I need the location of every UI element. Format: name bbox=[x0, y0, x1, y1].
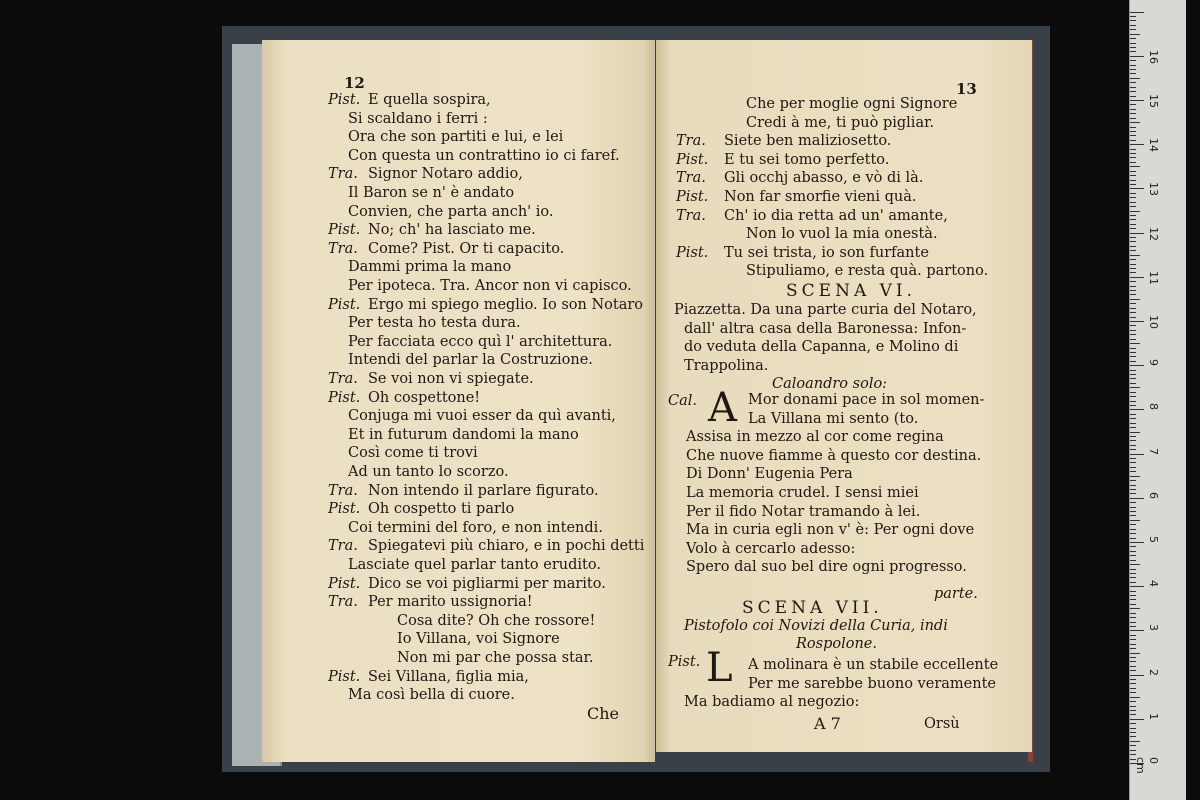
speaker-label: Pist. bbox=[328, 389, 361, 406]
ruler-tick bbox=[1130, 339, 1136, 340]
verse-line: Ora che son partiti e lui, e lei bbox=[348, 129, 564, 146]
ruler-tick bbox=[1130, 272, 1136, 273]
ruler-tick bbox=[1130, 515, 1136, 516]
verse-line: Oh cospettone! bbox=[368, 389, 481, 406]
ruler-tick bbox=[1130, 719, 1144, 720]
speaker-label: Tra. bbox=[328, 482, 358, 499]
scene-6-character: Caloandro solo: bbox=[772, 376, 888, 392]
ruler-label: 13 bbox=[1147, 182, 1160, 197]
ruler-tick bbox=[1130, 47, 1136, 48]
ruler-tick bbox=[1130, 436, 1136, 437]
scene-7-speaker: Pist. bbox=[668, 654, 701, 670]
ruler-tick bbox=[1130, 670, 1136, 671]
ruler-tick bbox=[1130, 228, 1136, 229]
ruler-tick bbox=[1130, 325, 1136, 326]
verse-line: No; ch' ha lasciato me. bbox=[368, 222, 536, 239]
ruler-tick bbox=[1130, 661, 1136, 662]
setting-line: Pistofolo coi Novizi della Curia, indi bbox=[684, 618, 948, 634]
speaker-label: Tra. bbox=[328, 240, 358, 257]
ruler-tick bbox=[1130, 551, 1136, 552]
ruler-tick bbox=[1130, 259, 1136, 260]
ruler-tick bbox=[1130, 343, 1140, 344]
verse-line: E tu sei tomo perfetto. bbox=[724, 151, 890, 168]
verse-line: Sei Villana, figlia mia, bbox=[368, 668, 529, 685]
speaker-label: Pist. bbox=[328, 92, 361, 108]
signature-mark: A 7 bbox=[814, 714, 841, 733]
scene-6-heading: SCENA VI. bbox=[786, 281, 917, 301]
ruler-tick bbox=[1130, 710, 1136, 711]
ruler-tick bbox=[1130, 197, 1136, 198]
verse-line: Spiegatevi più chiaro, e in pochi detti bbox=[368, 538, 645, 555]
ruler-label: 3 bbox=[1147, 624, 1160, 632]
verse-line: Si scaldano i ferri : bbox=[348, 110, 488, 127]
ruler-label: 7 bbox=[1147, 447, 1160, 455]
verse-line: Assisa in mezzo al cor come regina bbox=[686, 429, 944, 446]
ruler-tick bbox=[1130, 480, 1136, 481]
verse-line: Per me sarebbe buono veramente bbox=[748, 675, 996, 692]
ruler-tick bbox=[1130, 445, 1136, 446]
ruler-tick bbox=[1130, 573, 1136, 574]
ruler-tick bbox=[1130, 330, 1136, 331]
ruler-tick bbox=[1130, 361, 1136, 362]
ruler-tick bbox=[1130, 153, 1136, 154]
ruler-tick bbox=[1130, 697, 1140, 698]
speaker-label: Tra. bbox=[676, 207, 706, 224]
ruler-tick bbox=[1130, 290, 1136, 291]
ruler-tick bbox=[1130, 34, 1140, 35]
ruler-tick bbox=[1130, 524, 1136, 525]
ruler-label: 12 bbox=[1147, 226, 1160, 241]
ruler-tick bbox=[1130, 378, 1136, 379]
ruler-tick bbox=[1130, 396, 1136, 397]
speaker-label: Tra. bbox=[328, 166, 358, 183]
ruler-tick bbox=[1130, 546, 1136, 547]
ruler-tick bbox=[1130, 533, 1136, 534]
ruler-tick bbox=[1130, 171, 1136, 172]
ruler-tick bbox=[1130, 299, 1140, 300]
ruler-tick bbox=[1130, 281, 1136, 282]
ruler-tick bbox=[1130, 60, 1136, 61]
ruler-tick bbox=[1130, 206, 1136, 207]
ruler-tick bbox=[1130, 498, 1144, 499]
ruler-tick bbox=[1130, 294, 1136, 295]
ruler-tick bbox=[1130, 321, 1144, 322]
ruler-label: 6 bbox=[1147, 491, 1160, 499]
ruler-tick bbox=[1130, 569, 1136, 570]
right-page-number: 13 bbox=[956, 80, 977, 98]
verse-line: Che per moglie ogni Signore bbox=[746, 96, 958, 112]
verse-line: Oh cospetto ti parlo bbox=[368, 501, 515, 518]
left-page bbox=[262, 40, 655, 762]
ruler-tick bbox=[1130, 241, 1136, 242]
ruler-tick bbox=[1130, 78, 1140, 79]
ruler-tick bbox=[1130, 586, 1144, 587]
ruler-tick bbox=[1130, 334, 1136, 335]
ruler-tick bbox=[1130, 16, 1136, 17]
ruler-tick bbox=[1130, 458, 1136, 459]
verse-line: Gli occhj abasso, e vò di là. bbox=[724, 170, 924, 187]
verse-line: Ch' io dia retta ad un' amante, bbox=[724, 207, 948, 224]
ruler-tick bbox=[1130, 409, 1144, 410]
ruler-tick bbox=[1130, 657, 1136, 658]
ruler-tick bbox=[1130, 215, 1136, 216]
ruler-tick bbox=[1130, 418, 1136, 419]
ruler-tick bbox=[1130, 237, 1136, 238]
ruler-tick bbox=[1130, 113, 1136, 114]
ruler-tick bbox=[1130, 476, 1140, 477]
ruler-label: 8 bbox=[1147, 403, 1160, 411]
ruler-tick bbox=[1130, 701, 1136, 702]
speaker-label: Pist. bbox=[676, 151, 709, 168]
ruler-tick bbox=[1130, 255, 1140, 256]
right-catchword: Orsù bbox=[924, 716, 960, 732]
ruler-tick bbox=[1130, 679, 1136, 680]
ruler-tick bbox=[1130, 653, 1140, 654]
verse-line: Conjuga mi vuoi esser da quì avanti, bbox=[348, 408, 616, 425]
verse-line: Come? Pist. Or ti capacito. bbox=[368, 240, 565, 257]
ruler-tick bbox=[1130, 502, 1136, 503]
ruler-tick bbox=[1130, 131, 1136, 132]
ruler-tick bbox=[1130, 73, 1136, 74]
ruler-tick bbox=[1130, 82, 1136, 83]
ruler-tick bbox=[1130, 529, 1136, 530]
left-page-number: 12 bbox=[344, 74, 365, 92]
ruler-tick bbox=[1130, 127, 1136, 128]
setting-line: Rospolone. bbox=[796, 636, 877, 652]
ruler-label: 9 bbox=[1147, 359, 1160, 367]
ruler-tick bbox=[1130, 157, 1136, 158]
ruler-tick bbox=[1130, 454, 1144, 455]
ruler-tick bbox=[1130, 264, 1136, 265]
ruler-tick bbox=[1130, 20, 1136, 21]
speaker-label: Tra. bbox=[328, 594, 358, 611]
ruler-tick bbox=[1130, 493, 1136, 494]
ruler-label: 14 bbox=[1147, 138, 1160, 153]
ruler-tick bbox=[1130, 489, 1136, 490]
speaker-label: Pist. bbox=[328, 296, 361, 313]
speaker-label: Tra. bbox=[676, 133, 706, 150]
verse-line: Ma in curia egli non v' è: Per ogni dove bbox=[686, 522, 975, 539]
ruler-tick bbox=[1130, 224, 1136, 225]
ruler-tick bbox=[1130, 608, 1140, 609]
ruler-tick bbox=[1130, 65, 1136, 66]
ruler-tick bbox=[1130, 51, 1136, 52]
ruler-tick bbox=[1130, 91, 1136, 92]
verse-line: Ad un tanto lo scorzo. bbox=[348, 464, 509, 480]
ruler-label: 0 cm bbox=[1134, 757, 1160, 774]
ruler-tick bbox=[1130, 427, 1136, 428]
ruler-tick bbox=[1130, 109, 1136, 110]
ruler-tick bbox=[1130, 233, 1144, 234]
ruler-tick bbox=[1130, 688, 1136, 689]
speaker-label: Pist. bbox=[676, 189, 709, 205]
ruler-tick bbox=[1130, 591, 1136, 592]
ruler-tick bbox=[1130, 423, 1136, 424]
verse-line: A molinara è un stabile eccellente bbox=[748, 657, 999, 673]
scene-7-dropcap: L bbox=[706, 645, 733, 691]
verse-line: Mor donami pace in sol momen- bbox=[748, 392, 985, 408]
ruler-tick bbox=[1130, 308, 1136, 309]
ruler-tick bbox=[1130, 370, 1136, 371]
verse-line: Per facciata ecco quì l' architettura. bbox=[348, 333, 613, 350]
ruler-tick bbox=[1130, 246, 1136, 247]
ruler-tick bbox=[1130, 754, 1136, 755]
ruler-tick bbox=[1130, 599, 1136, 600]
verse-line: La Villana mi sento (to. bbox=[748, 410, 919, 427]
speaker-label: Tra. bbox=[328, 371, 358, 387]
ruler-tick bbox=[1130, 180, 1136, 181]
ruler-tick bbox=[1130, 728, 1136, 729]
setting-line: dall' altra casa della Baronessa: Infon- bbox=[684, 320, 967, 337]
ruler-tick bbox=[1130, 542, 1144, 543]
ruler-tick bbox=[1130, 118, 1136, 119]
ruler-tick bbox=[1130, 29, 1136, 30]
verse-line: Spero dal suo bel dire ogni progresso. bbox=[686, 559, 967, 576]
ruler-tick bbox=[1130, 736, 1136, 737]
ruler-tick bbox=[1130, 630, 1144, 631]
verse-line: Cosa dite? Oh che rossore! bbox=[397, 612, 596, 629]
ruler-tick bbox=[1130, 211, 1140, 212]
ruler-tick bbox=[1130, 648, 1136, 649]
ruler-tick bbox=[1130, 43, 1136, 44]
ruler-tick bbox=[1130, 38, 1136, 39]
verse-line: Dico se voi pigliarmi per marito. bbox=[368, 575, 606, 592]
ruler-label: 10 bbox=[1147, 315, 1160, 329]
ruler-tick bbox=[1130, 374, 1136, 375]
ruler-tick bbox=[1130, 555, 1136, 556]
verse-line: Non lo vuol la mia onestà. bbox=[746, 226, 938, 243]
verse-line: Non far smorfie vieni quà. bbox=[724, 189, 917, 205]
measuring-ruler bbox=[1129, 0, 1186, 800]
ruler-tick bbox=[1130, 219, 1136, 220]
ruler-tick bbox=[1130, 277, 1144, 278]
scene-6-speaker: Cal. bbox=[668, 393, 697, 409]
speaker-label: Pist. bbox=[328, 222, 361, 239]
ruler-tick bbox=[1130, 122, 1140, 123]
scene-6-dropcap: A bbox=[708, 385, 737, 431]
verse-line: La memoria crudel. I sensi miei bbox=[686, 485, 919, 501]
verse-line: Io Villana, voi Signore bbox=[397, 631, 560, 648]
verse-line: Coi termini del foro, e non intendi. bbox=[348, 519, 603, 536]
setting-line: do veduta della Capanna, e Molino di bbox=[684, 339, 959, 356]
verse-line: Che nuove fiamme à questo cor destina. bbox=[686, 447, 982, 464]
ruler-tick bbox=[1130, 741, 1140, 742]
verse-line: Stipuliamo, e resta quà. partono. bbox=[746, 263, 989, 280]
ruler-tick bbox=[1130, 268, 1136, 269]
verse-line: Intendi del parlar la Costruzione. bbox=[348, 352, 593, 369]
ruler-tick bbox=[1130, 644, 1136, 645]
verse-line: E quella sospira, bbox=[368, 92, 491, 108]
verse-line: Ma così bella di cuore. bbox=[348, 687, 515, 704]
verse-line: Tu sei trista, io son furfante bbox=[724, 244, 929, 261]
ruler-tick bbox=[1130, 414, 1136, 415]
ruler-tick bbox=[1130, 12, 1144, 13]
verse-line: Di Donn' Eugenia Pera bbox=[686, 466, 853, 483]
ruler-tick bbox=[1130, 140, 1136, 141]
speaker-label: Pist. bbox=[328, 575, 361, 592]
right-page bbox=[656, 40, 1032, 752]
ruler-label: 1 bbox=[1147, 712, 1160, 720]
verse-line: Credi à me, ti può pigliar. bbox=[746, 114, 935, 131]
ruler-tick bbox=[1130, 317, 1136, 318]
ruler-tick bbox=[1130, 87, 1136, 88]
verse-line: Per marito ussignoria! bbox=[368, 594, 533, 611]
ruler-label: 4 bbox=[1147, 580, 1160, 588]
ruler-tick bbox=[1130, 383, 1136, 384]
ruler-tick bbox=[1130, 175, 1136, 176]
ruler-tick bbox=[1130, 250, 1136, 251]
ruler-label: 2 bbox=[1147, 668, 1160, 676]
speaker-label: Pist. bbox=[328, 501, 361, 518]
verse-line: Lasciate quel parlar tanto erudito. bbox=[348, 557, 601, 573]
ruler-tick bbox=[1130, 365, 1144, 366]
ruler-tick bbox=[1130, 96, 1136, 97]
ruler-tick bbox=[1130, 577, 1136, 578]
verse-line: Per ipoteca. Tra. Ancor non vi capisco. bbox=[348, 278, 632, 294]
ruler-tick bbox=[1130, 303, 1136, 304]
ruler-tick bbox=[1130, 507, 1136, 508]
ruler-label: 11 bbox=[1147, 270, 1160, 285]
verse-line: Per il fido Notar tramando à lei. bbox=[686, 503, 921, 520]
verse-line: Il Baron se n' è andato bbox=[348, 185, 515, 201]
speaker-label: Tra. bbox=[328, 538, 358, 555]
ruler-tick bbox=[1130, 202, 1136, 203]
verse-line: Con questa un contrattino io ci faref. bbox=[348, 147, 620, 164]
ruler-tick bbox=[1130, 56, 1144, 57]
setting-line: Trappolina. bbox=[684, 357, 769, 374]
ruler-tick bbox=[1130, 564, 1140, 565]
ruler-tick bbox=[1130, 25, 1136, 26]
left-catchword: Che bbox=[587, 704, 620, 723]
ruler-tick bbox=[1130, 104, 1136, 105]
ruler-tick bbox=[1130, 706, 1136, 707]
ruler-tick bbox=[1130, 635, 1136, 636]
ruler-tick bbox=[1130, 675, 1144, 676]
verse-line: Se voi non vi spiegate. bbox=[368, 371, 534, 387]
ruler-tick bbox=[1130, 401, 1136, 402]
ruler-tick bbox=[1130, 184, 1136, 185]
ruler-tick bbox=[1130, 750, 1136, 751]
ruler-tick bbox=[1130, 462, 1136, 463]
speaker-label: Pist. bbox=[328, 668, 361, 685]
ruler-tick bbox=[1130, 595, 1136, 596]
ruler-tick bbox=[1130, 732, 1136, 733]
verse-line: Signor Notaro addio, bbox=[368, 166, 523, 183]
ruler-tick bbox=[1130, 144, 1144, 145]
ruler-tick bbox=[1130, 626, 1136, 627]
ruler-tick bbox=[1130, 387, 1140, 388]
verse-line: Non intendo il parlare figurato. bbox=[368, 482, 599, 499]
setting-line: Piazzetta. Da una parte curia del Notaro, bbox=[674, 302, 977, 318]
verse-line: Convien, che parta anch' io. bbox=[348, 203, 554, 220]
ruler-tick bbox=[1130, 449, 1136, 450]
ruler-tick bbox=[1130, 683, 1136, 684]
ruler-tick bbox=[1130, 613, 1136, 614]
ruler-label: 15 bbox=[1147, 94, 1160, 108]
verse-line: Così come ti trovi bbox=[348, 445, 478, 462]
ruler-tick bbox=[1130, 582, 1136, 583]
verse-line: Ma badiamo al negozio: bbox=[684, 694, 860, 711]
ruler-tick bbox=[1130, 622, 1136, 623]
ruler-tick bbox=[1130, 511, 1136, 512]
ruler-tick bbox=[1130, 666, 1136, 667]
ruler-tick bbox=[1130, 405, 1136, 406]
ruler-tick bbox=[1130, 520, 1140, 521]
ruler-tick bbox=[1130, 392, 1136, 393]
ruler-tick bbox=[1130, 560, 1136, 561]
verse-line: Ergo mi spiego meglio. Io son Notaro bbox=[368, 296, 644, 313]
ruler-tick bbox=[1130, 471, 1136, 472]
ruler-tick bbox=[1130, 714, 1136, 715]
ruler-tick bbox=[1130, 745, 1136, 746]
ruler-tick bbox=[1130, 348, 1136, 349]
scene-7-heading: SCENA VII. bbox=[742, 598, 883, 618]
ruler-tick bbox=[1130, 538, 1136, 539]
ruler-tick bbox=[1130, 149, 1136, 150]
verse-line: Volo à cercarlo adesso: bbox=[686, 540, 856, 557]
ruler-tick bbox=[1130, 604, 1136, 605]
ruler-tick bbox=[1130, 356, 1136, 357]
ruler-tick bbox=[1130, 69, 1136, 70]
ruler-tick bbox=[1130, 188, 1144, 189]
verse-line: Dammi prima la mano bbox=[348, 259, 512, 276]
ruler-tick bbox=[1130, 617, 1136, 618]
verse-line: Et in futurum dandomi la mano bbox=[348, 426, 579, 443]
ruler-tick bbox=[1130, 166, 1140, 167]
speaker-label: Pist. bbox=[676, 244, 709, 261]
ruler-tick bbox=[1130, 467, 1136, 468]
verse-line: Siete ben maliziosetto. bbox=[724, 133, 892, 150]
ruler-tick bbox=[1130, 162, 1136, 163]
ruler-label: 5 bbox=[1147, 536, 1160, 543]
ruler-tick bbox=[1130, 312, 1136, 313]
ruler-tick bbox=[1130, 193, 1136, 194]
ruler-label: 16 bbox=[1147, 49, 1160, 64]
verse-line: Per testa ho testa dura. bbox=[348, 315, 521, 332]
ruler-tick bbox=[1130, 100, 1144, 101]
ruler-tick bbox=[1130, 135, 1136, 136]
ruler-tick bbox=[1130, 639, 1136, 640]
verse-line: Non mi par che possa star. bbox=[397, 650, 594, 666]
ruler-tick bbox=[1130, 352, 1136, 353]
ruler-tick bbox=[1130, 485, 1136, 486]
ruler-tick bbox=[1130, 432, 1140, 433]
speaker-label: Tra. bbox=[676, 170, 706, 187]
scene-6-exit: parte. bbox=[934, 586, 978, 602]
ruler-tick bbox=[1130, 692, 1136, 693]
ruler-tick bbox=[1130, 723, 1136, 724]
ruler-tick bbox=[1130, 286, 1136, 287]
ruler-tick bbox=[1130, 440, 1136, 441]
